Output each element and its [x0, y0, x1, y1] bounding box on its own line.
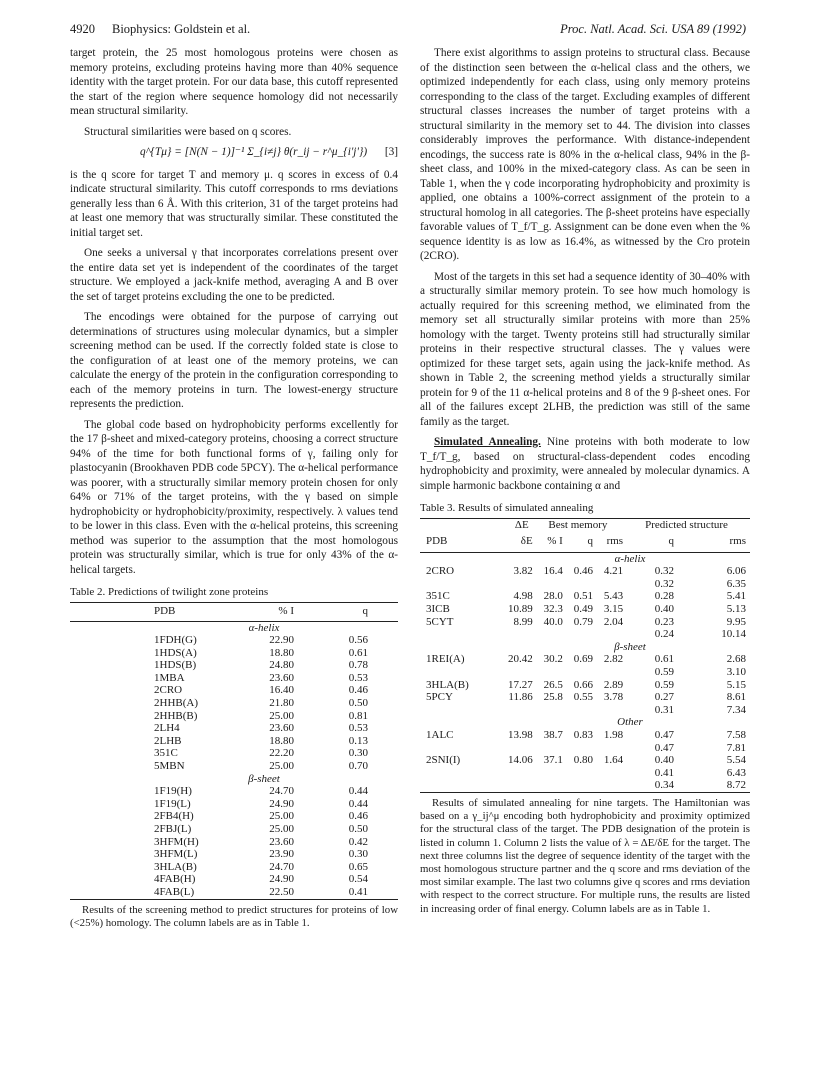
table-cell: 0.59 [654, 666, 674, 679]
table-cell: 5.13 [726, 603, 746, 616]
left-column [70, 46, 398, 930]
table-cell [495, 742, 533, 755]
table-cell: 7.81 [726, 741, 746, 754]
table-row [70, 785, 398, 798]
table-cell: 1HDS(A) [154, 646, 197, 659]
table-cell: 3ICB [426, 603, 450, 616]
table-cell: 0.41 [654, 766, 674, 779]
table-cell: 0.32 [654, 577, 674, 590]
table-cell [420, 666, 495, 679]
table-cell [495, 666, 533, 679]
table-group-row [420, 716, 750, 729]
column-header: PDB [70, 602, 224, 621]
table-caption: Table 3. Results of simulated annealing [420, 502, 594, 514]
table-row [420, 754, 750, 767]
table-cell: 23.60 [269, 722, 294, 735]
table-cell: 5CYT [426, 615, 454, 628]
table-row [420, 666, 750, 679]
table-cell [533, 666, 563, 679]
table-cell: 0.78 [348, 659, 368, 672]
table-row [70, 823, 398, 836]
table-cell: 8.61 [726, 691, 746, 704]
table-cell: 17.27 [507, 678, 533, 691]
table-cell [420, 779, 495, 792]
table-2 [70, 602, 398, 900]
table-cell: 0.32 [654, 565, 674, 578]
table-cell [593, 704, 623, 717]
table-cell: 3HFM(L) [154, 848, 198, 861]
table-cell: 4FAB(H) [154, 873, 196, 886]
table-cell: 28.0 [543, 590, 563, 603]
table-cell: 0.44 [348, 797, 368, 810]
table-cell: 30.2 [543, 653, 563, 666]
table-cell: 3.82 [513, 565, 533, 578]
table-cell: 0.42 [348, 835, 368, 848]
table-cell [420, 767, 495, 780]
column-header: rms [606, 535, 624, 548]
table-cell: 25.00 [269, 760, 294, 773]
table-cell: 2.82 [603, 653, 624, 666]
table-cell: 6.35 [726, 577, 746, 590]
table-row [70, 861, 398, 874]
table-row [420, 616, 750, 629]
table-cell: 40.0 [543, 615, 563, 628]
column-header: q [294, 602, 398, 621]
equation-body: q^{Tμ} = [N(N − 1)]⁻¹ Σ_{i≠j} θ(r_ij − r^μ_{i'j'}) [140, 146, 368, 158]
table-row [70, 810, 398, 823]
table-cell: 2LH4 [154, 722, 180, 735]
column-header: % I [547, 535, 563, 548]
table-cell [495, 578, 533, 591]
table-cell: 0.69 [573, 653, 593, 666]
table-cell: 9.95 [726, 615, 746, 628]
table-cell: 0.81 [348, 709, 368, 722]
column-group-header: Best memory [548, 518, 608, 531]
table-cell: 2LHB [154, 734, 182, 747]
table-row [420, 679, 750, 692]
table-cell: 0.40 [654, 754, 674, 767]
table-cell: 26.5 [543, 678, 563, 691]
paragraph: The encodings were obtained for the purpose of carrying out determinations of structures using molecular dynamics, but a simpler screening method can be used. If the correctly folded state is close to the configuration of at least one of the memory proteins, we can calculate the energy of the protein in the configuration corresponding to each of the memory proteins in turn. The lowest-energy structure represents the prediction. [70, 311, 398, 410]
group-label: α-helix [248, 621, 280, 634]
table-cell: 20.42 [507, 653, 533, 666]
table-cell: 0.34 [654, 779, 674, 792]
page-number: 4920 [70, 22, 95, 36]
table-row [420, 590, 750, 603]
table-row [70, 647, 398, 660]
table-cell: 5PCY [426, 691, 453, 704]
table-row [70, 836, 398, 849]
table-cell: 24.90 [269, 873, 294, 886]
table-cell: 0.61 [654, 653, 674, 666]
table-row [70, 672, 398, 685]
table-cell: 3.10 [726, 666, 746, 679]
table-row [420, 628, 750, 641]
table-cell [533, 779, 563, 792]
table-cell [593, 767, 623, 780]
table-row [420, 578, 750, 591]
table-cell: 0.50 [348, 823, 368, 835]
table-row [70, 873, 398, 886]
table-cell [495, 779, 533, 792]
table-row [70, 710, 398, 723]
table-cell: 0.53 [348, 722, 368, 735]
table-cell [593, 578, 623, 591]
table-cell: 351C [426, 590, 450, 603]
paragraph [420, 435, 750, 493]
table-cell: 5.41 [726, 590, 746, 603]
journal-citation: Proc. Natl. Acad. Sci. USA 89 (1992) [560, 22, 746, 36]
table-row [420, 729, 750, 742]
table-cell: 1F19(H) [154, 785, 192, 798]
table-cell: 5MBN [154, 760, 185, 773]
table-cell: 0.40 [654, 603, 674, 616]
table-cell: 0.23 [654, 615, 674, 628]
table-cell [533, 628, 563, 641]
table-cell: 11.86 [508, 691, 533, 704]
table-cell: 6.06 [726, 565, 746, 578]
column-header: ΔE [514, 518, 529, 531]
table-cell: 0.66 [573, 678, 593, 691]
table-cell [593, 628, 623, 641]
table-cell: 6.43 [726, 766, 746, 779]
table-cell [563, 767, 593, 780]
paragraph: One seeks a universal γ that incorporates correlations present over the entire data set yet is independent of the coordinates of the target structure. We employed a jack-knife method, averaging A and B over the set of target proteins excluding the one to be predicted. [70, 247, 398, 303]
table-cell [563, 628, 593, 641]
table-cell: 2HHB(A) [154, 697, 198, 710]
table-cell: 0.13 [348, 734, 368, 747]
paragraph: target protein, the 25 most homologous proteins were chosen as memory proteins, excluding proteins having more than 40% sequence identity with the target protein. For our data base, this cutoff represented the start of the region where sequence homology did not necessarily mean structural similarity. [70, 47, 398, 117]
table-cell: 2CRO [154, 684, 183, 697]
table-cell: 23.90 [269, 848, 294, 861]
table-3 [420, 518, 750, 793]
column-header: q [668, 535, 674, 548]
column-header: δE [520, 535, 533, 548]
table-cell: 0.83 [573, 729, 593, 741]
table-cell: 0.44 [348, 785, 368, 798]
table-cell: 24.90 [269, 797, 294, 810]
table-cell: 3HLA(B) [154, 860, 197, 873]
table-row [420, 767, 750, 780]
table-row [70, 634, 398, 647]
table-cell: 23.60 [269, 671, 294, 684]
table-cell: 2CRO [426, 565, 455, 578]
table-cell: 32.3 [543, 603, 563, 616]
paragraph: Structural similarities were based on q scores. [84, 125, 292, 138]
table-row [70, 697, 398, 710]
table-cell: 1MBA [154, 671, 185, 684]
table-note: Results of the screening method to predict structures for proteins of low (<25%) homology. The column labels are as in Table 1. [70, 903, 398, 929]
table-cell [533, 767, 563, 780]
table-cell: 1REI(A) [426, 653, 465, 666]
paragraph: There exist algorithms to assign proteins to structural class. Because of the distinction seen between the α-helical class and the others, we optimized independently for each class, using only memory proteins corresponding to the class of the target. Excluding examples of different structural classes increases the number of target proteins with a structural similarity in the memory set to 44. The division into classes considerably improves the performance. With distance-independent encodings, the success rate is 80% in the α-helical class, 94% in the β-sheet class, and 100% in the mixed-category class. As can be seen in Table 1, when the γ code incorporating hydrophobicity and proximity is applied, one obtains a 100%-correct assignment of the protein to a structural homolog in all categories. The β-sheet proteins have especially favorable values of T_f/T_g. Assignment can be done even when the % sequence identity is as low as 16.4%, as witnessed by the Cro protein (2CRO). [420, 47, 750, 262]
table-cell [420, 704, 495, 717]
column-header: % I [224, 602, 294, 621]
column-header: q [587, 535, 593, 548]
table-cell: 24.80 [269, 659, 294, 672]
table-cell [593, 742, 623, 755]
table-cell: 24.70 [269, 860, 294, 873]
table-cell: 7.58 [726, 729, 746, 741]
paragraph-text: Nine proteins with both moderate to low T_f/T_g, based on structural-class-dependent codes encoding hydrophobicity and proximity, were annealed by molecular dynamics. A simple harmonic backbone containing α and [420, 436, 750, 492]
table-cell: 10.14 [721, 628, 746, 641]
column-header: PDB [426, 535, 448, 548]
table-cell [495, 628, 533, 641]
table-cell: 4.21 [603, 565, 624, 578]
table-cell [533, 742, 563, 755]
table-cell: 21.80 [269, 697, 294, 710]
table-group-row [420, 641, 750, 654]
group-label: Other [617, 716, 643, 729]
table-cell: 2SNI(I) [426, 754, 461, 767]
table-cell: 0.65 [348, 860, 368, 873]
table-cell: 18.80 [269, 734, 294, 747]
table-cell: 23.60 [269, 835, 294, 848]
table-cell: 0.49 [573, 603, 593, 616]
group-label: β-sheet [248, 772, 280, 785]
table-cell: 22.50 [269, 885, 294, 898]
table-cell [533, 704, 563, 717]
table-cell: 1.98 [603, 729, 624, 741]
table-cell: 2FBJ(L) [154, 823, 192, 835]
table-cell: 351C [154, 747, 178, 760]
table-cell [495, 704, 533, 717]
table-note: Results of simulated annealing for nine targets. The Hamiltonian was based on a γ_ij^μ encoding both hydrophobicity and proximity optimized for the structural class of the target. The PDB designation of the protein is listed in column 1. Column 2 lists the value of λ = ΔE/δE for the target. The next three columns list the degree of sequence identity of the target with the most homologous structure partner and the q score and rms deviation of the most similar example. The last two columns give q scores and rms deviation with respect to the correct structure. For multiple runs, the results are listed in increasing order of final energy. Column labels are as in Table 1. [420, 796, 750, 915]
table-cell: 5.54 [726, 754, 746, 767]
table-caption: Table 2. Predictions of twilight zone proteins [70, 586, 269, 598]
table-row [420, 565, 750, 578]
table-cell: 0.54 [348, 873, 368, 886]
table-cell: 1FDH(G) [154, 634, 197, 647]
table-cell: 2FB4(H) [154, 810, 194, 823]
table-group-row [70, 621, 398, 634]
running-title: Biophysics: Goldstein et al. [112, 22, 251, 36]
column-group-header: Predicted structure [645, 518, 728, 531]
table-cell: 1F19(L) [154, 797, 191, 810]
table-cell [420, 742, 495, 755]
table-cell [563, 578, 593, 591]
table-cell: 0.46 [348, 684, 368, 697]
table-cell: 16.4 [543, 565, 563, 578]
table-cell: 2.89 [603, 678, 624, 691]
paragraph: Most of the targets in this set had a sequence identity of 30–40% with a structurally similar memory protein. To see how much homology is actually required for this screening method, we eliminated from the memory set all structurally similar proteins with more than 25% homology with the target. Twenty proteins still had structurally similar proteins in their respective structural classes. The γ values were optimized for these target sets, again using the jack-knife method. As shown in Table 2, the screening method yields a structurally similar protein for 9 of the 11 α-helical proteins and 8 of the 9 β-sheet ones. For all of the failures except 2LHB, the prediction was still of the same family as the target. [420, 270, 750, 428]
table-cell: 0.30 [348, 747, 368, 760]
table-cell: 0.28 [654, 590, 674, 603]
table-cell: 10.89 [507, 603, 533, 616]
table-cell: 4FAB(L) [154, 885, 195, 898]
table-cell: 25.00 [269, 810, 294, 823]
table-row [420, 691, 750, 704]
table-cell [563, 666, 593, 679]
table-cell [420, 578, 495, 591]
table-row [70, 848, 398, 861]
table-row [70, 722, 398, 735]
table-row [70, 659, 398, 672]
table-cell: 0.46 [573, 565, 593, 578]
table-cell: 22.20 [269, 747, 294, 760]
table-row [420, 653, 750, 666]
table-cell: 18.80 [269, 646, 294, 659]
table-cell: 0.70 [348, 760, 368, 773]
table-3-body [420, 552, 750, 792]
table-cell: 3.15 [603, 603, 624, 616]
table-cell: 1.64 [603, 754, 624, 767]
table-cell: 4.98 [513, 590, 533, 603]
paragraph: The global code based on hydrophobicity performs excellently for the 17 β-sheet and mixed-category proteins, choosing a correct structure 94% of the time for both functional forms of γ, failing only for plastocyanin (Brookhaven PDB code 5PCY). The α-helical performance was poorer, with a structurally similar memory protein chosen for only 64% or 71% of the target proteins, with the γ based on simple hydrophobicity or hydrophobicity/proximity, respectively. λ values tend to be lower in this class. Even with the α-helical proteins, this screening method was superior to the assumption that the most homologous protein was structurally similar, which is true for only 43% of the α-helical targets. [70, 418, 398, 576]
group-label: β-sheet [614, 640, 646, 653]
table-cell [533, 578, 563, 591]
table-cell: 2.68 [726, 653, 746, 666]
table-row [70, 735, 398, 748]
table-group-row [70, 773, 398, 786]
table-row [420, 704, 750, 717]
table-cell: 2HHB(B) [154, 709, 198, 722]
equation [70, 145, 398, 160]
table-cell: 37.1 [543, 754, 563, 767]
table-cell [563, 779, 593, 792]
table-cell: 24.70 [269, 785, 294, 798]
table-cell: 25.8 [543, 691, 563, 704]
table-cell: 3HLA(B) [426, 678, 469, 691]
table-cell: 13.98 [507, 729, 533, 741]
table-cell: 3HFM(H) [154, 835, 199, 848]
table-row [70, 747, 398, 760]
table-cell: 0.27 [654, 691, 674, 704]
page-header [70, 22, 746, 40]
table-cell: 5.15 [726, 678, 746, 691]
table-cell [563, 704, 593, 717]
table-cell [593, 666, 623, 679]
table-cell: 7.34 [726, 703, 746, 716]
table-cell: 0.30 [348, 848, 368, 861]
table-row [70, 798, 398, 811]
table-row [420, 779, 750, 792]
section-run-in-heading: Simulated Annealing. [434, 436, 541, 448]
table-cell: 8.99 [513, 615, 533, 628]
table-cell: 0.53 [348, 671, 368, 684]
table-cell: 0.31 [654, 703, 674, 716]
table-cell: 3.78 [603, 691, 624, 704]
table-cell: 25.00 [269, 709, 294, 722]
table-group-row [420, 552, 750, 565]
table-cell: 16.40 [269, 684, 294, 697]
table-cell: 22.90 [269, 634, 294, 647]
table-cell: 0.80 [573, 754, 593, 767]
table-cell: 1HDS(B) [154, 659, 197, 672]
table-cell: 14.06 [507, 754, 533, 767]
table-cell: 38.7 [543, 729, 563, 741]
table-2-body [70, 621, 398, 899]
table-cell: 25.00 [269, 823, 294, 835]
table-cell: 1ALC [426, 729, 454, 741]
paragraph: is the q score for target T and memory μ. q scores in excess of 0.4 indicate structural similarity. This cutoff corresponds to rms deviations generally less than 6 Å. With this criterion, 31 of the target proteins had at least one memory that was structurally similar. These constituted the initial target set. [70, 168, 398, 239]
table-cell: 8.72 [726, 779, 746, 792]
table-cell: 0.56 [348, 634, 368, 647]
table-cell [420, 628, 495, 641]
column-header: rms [729, 535, 746, 548]
table-cell: 0.47 [654, 741, 674, 754]
table-cell: 0.61 [348, 646, 368, 659]
table-cell [593, 779, 623, 792]
table-cell: 0.51 [573, 590, 593, 603]
table-cell: 2.04 [603, 615, 624, 628]
table-cell: 0.59 [654, 678, 674, 691]
table-cell: 0.41 [348, 885, 368, 898]
equation-number: [3] [384, 146, 398, 158]
table-cell: 0.55 [573, 691, 593, 704]
table-row [420, 603, 750, 616]
table-cell: 0.79 [573, 615, 593, 628]
right-column [420, 46, 750, 916]
table-cell: 5.43 [603, 590, 624, 603]
table-cell [563, 742, 593, 755]
table-cell: 0.47 [654, 729, 674, 741]
table-row [70, 684, 398, 697]
group-label: α-helix [614, 552, 646, 565]
table-cell: 0.24 [654, 628, 674, 641]
table-cell: 0.46 [348, 810, 368, 823]
table-cell: 0.50 [348, 697, 368, 710]
table-row [420, 742, 750, 755]
table-row [70, 886, 398, 899]
table-cell [495, 767, 533, 780]
table-row [70, 760, 398, 773]
